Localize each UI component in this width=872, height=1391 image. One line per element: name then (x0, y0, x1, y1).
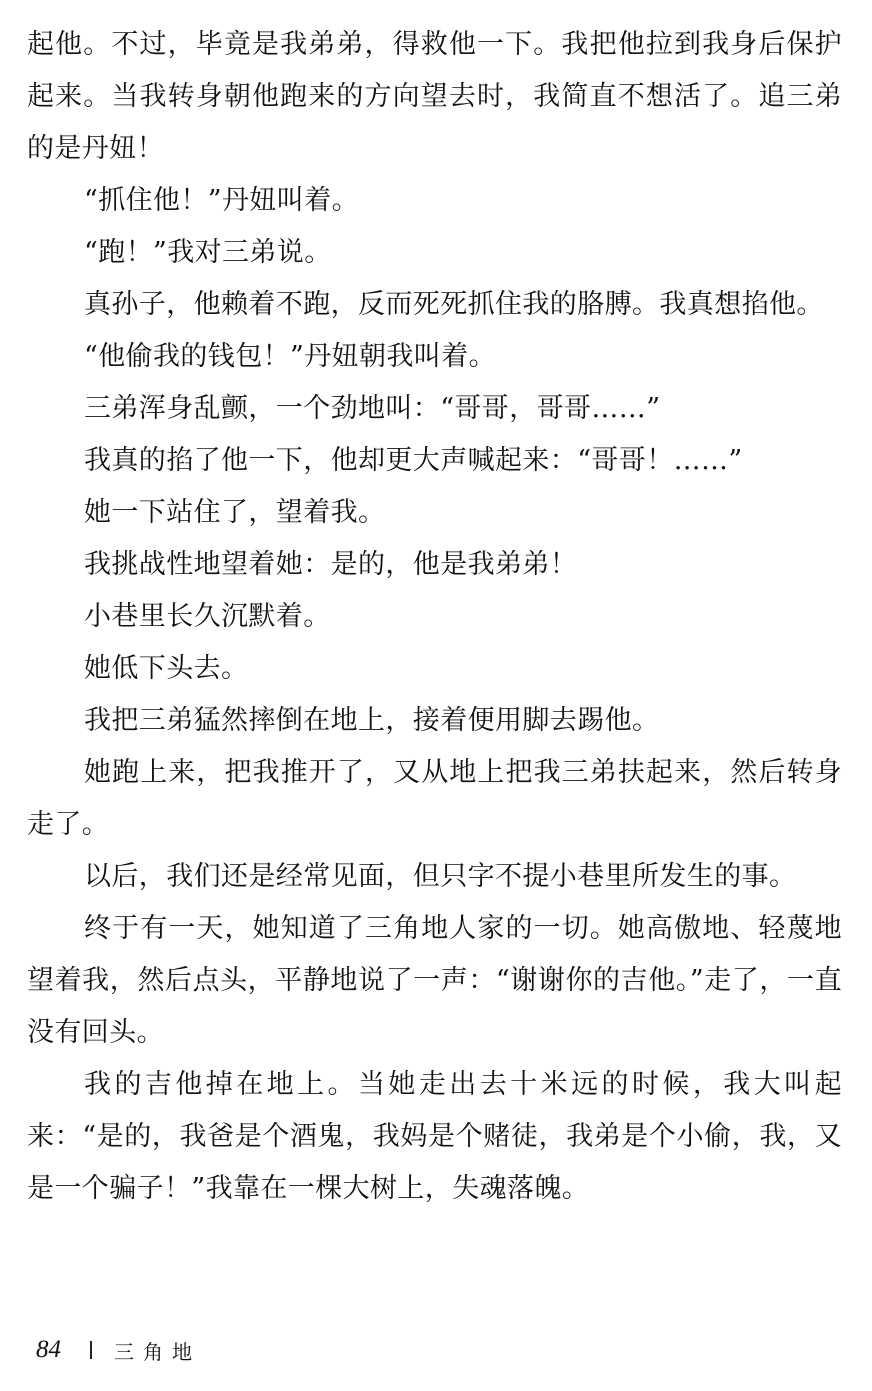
page-body (27, 19, 842, 1215)
paragraph: “跑！”我对三弟说。 (84, 237, 332, 268)
paragraph: 我真的掐了他一下，他却更大声喊起来：“哥哥！……” (84, 445, 743, 476)
paragraph: 终于有一天，她知道了三角地人家的一切。她高傲地、轻蔑地望着我，然后点头，平静地说了一声：“谢谢你的吉他。”走了，一直没有回头。 (27, 913, 842, 1048)
paragraph: “他偷我的钱包！”丹妞朝我叫着。 (84, 341, 497, 372)
paragraph: 以后，我们还是经常见面，但只字不提小巷里所发生的事。 (84, 861, 797, 892)
paragraph: 起他。不过，毕竟是我弟弟，得救他一下。我把他拉到我身后保护起来。当我转身朝他跑来的方向望去时，我简直不想活了。追三弟的是丹妞！ (27, 29, 842, 164)
paragraph: 她一下站住了，望着我。 (84, 497, 386, 528)
paragraph: 我的吉他掉在地上。当她走出去十米远的时候，我大叫起来：“是的，我爸是个酒鬼，我妈是个赌徒，我弟是个小偷，我，又是一个骗子！”我靠在一棵大树上，失魂落魄。 (27, 1069, 842, 1204)
paragraph: 三弟浑身乱颤，一个劲地叫：“哥哥，哥哥……” (84, 393, 661, 424)
page-number: 84 (36, 1336, 61, 1363)
paragraph: 她低下头去。 (84, 653, 249, 684)
paragraph: “抓住他！”丹妞叫着。 (84, 185, 360, 216)
paragraph: 我把三弟猛然摔倒在地上，接着便用脚去踢他。 (84, 705, 660, 736)
footer-divider (90, 1341, 92, 1359)
paragraph: 真孙子，他赖着不跑，反而死死抓住我的胳膊。我真想掐他。 (84, 289, 824, 320)
paragraph: 小巷里长久沉默着。 (84, 601, 331, 632)
paragraph: 我挑战性地望着她：是的，他是我弟弟！ (84, 549, 578, 580)
page-footer (36, 1332, 201, 1368)
paragraph: 她跑上来，把我推开了，又从地上把我三弟扶起来，然后转身走了。 (27, 757, 842, 840)
book-title: 三角地 (114, 1339, 201, 1364)
